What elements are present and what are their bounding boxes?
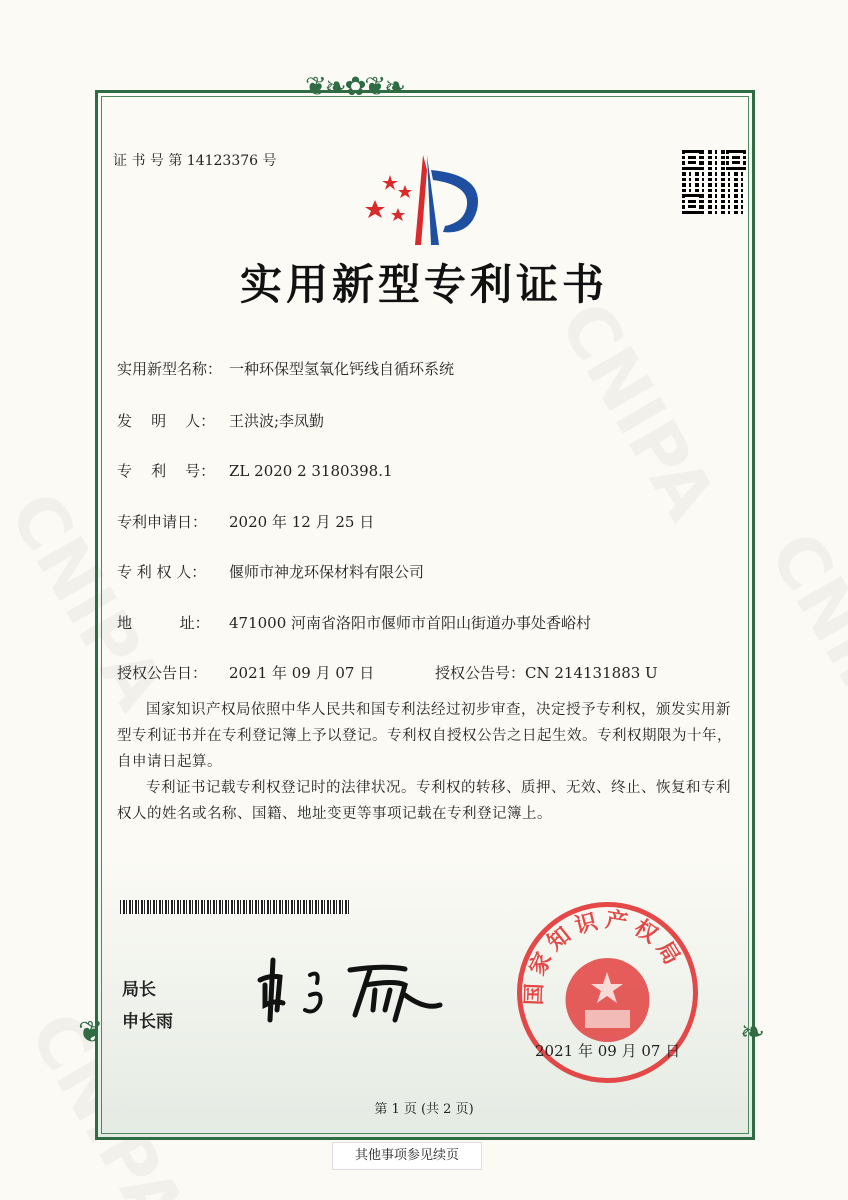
page-number: 第 1 页 (共 2 页)	[374, 1102, 474, 1117]
signatory-title: 局长	[122, 980, 156, 1000]
field-value: 2021 年 09 月 07 日	[229, 664, 375, 682]
certificate-number: 证 书 号 第 14123376 号	[113, 153, 277, 169]
certificate-statement	[117, 697, 737, 827]
field-label: 授权公告日：	[117, 664, 208, 682]
field-label: 专 利 权 人：	[117, 563, 207, 581]
field-value: ZL 2020 2 3180398.1	[229, 462, 393, 480]
top-ornament-icon: ❦❧✿❦❧	[305, 72, 404, 102]
barcode	[120, 900, 350, 914]
field-announcement-number	[435, 662, 658, 683]
continuation-note: 其他事项参见续页	[332, 1142, 482, 1170]
field-inventors	[117, 410, 324, 431]
signatory-name: 申长雨	[122, 1012, 173, 1032]
cnipa-logo-icon	[365, 150, 490, 245]
field-value: CN 214131883 U	[525, 664, 658, 682]
field-label: 授权公告号：	[435, 664, 526, 682]
field-value: 2020 年 12 月 25 日	[229, 513, 375, 531]
page-title: 实用新型专利证书	[239, 260, 608, 309]
field-application-date	[117, 511, 374, 532]
field-label: 发 明 人：	[117, 412, 216, 430]
field-label: 专 利 号：	[117, 462, 216, 480]
field-grant-date	[117, 662, 374, 683]
qr-code	[682, 150, 746, 214]
field-value: 王洪波;李凤勤	[229, 412, 325, 430]
statement-paragraph: 国家知识产权局依照中华人民共和国专利法经过初步审查，决定授予专利权，颁发实用新型专利证书并在专利登记簿上予以登记。专利权自授权公告之日起生效。专利权期限为十年，自申请日起算。	[117, 702, 732, 770]
field-value: 偃师市神龙环保材料有限公司	[229, 563, 425, 581]
svg-text:国家知识产权局: 国家知识产权局	[522, 907, 688, 1006]
field-patentee	[117, 561, 424, 582]
field-label: 实用新型名称：	[117, 360, 223, 378]
field-utility-model-name	[117, 358, 454, 379]
field-label: 专利申请日：	[117, 513, 208, 531]
watermark	[753, 519, 848, 764]
handwritten-signature	[255, 955, 445, 1025]
bottom-left-ornament-icon: ❦	[78, 1015, 102, 1050]
statement-paragraph: 专利证书记载专利权登记时的法律状况。专利权的转移、质押、无效、终止、恢复和专利权人的姓名或名称、国籍、地址变更等事项记载在专利登记簿上。	[117, 780, 731, 822]
seal-date: 2021 年 09 月 07 日	[535, 1042, 681, 1060]
field-address	[117, 612, 591, 633]
field-label: 地 址：	[117, 614, 210, 632]
field-value: 471000 河南省洛阳市偃师市首阳山街道办事处香峪村	[229, 614, 592, 632]
field-patent-number	[117, 460, 393, 481]
field-value: 一种环保型氢氧化钙线自循环系统	[229, 360, 455, 378]
bottom-right-ornament-icon: ❧	[740, 1015, 764, 1050]
